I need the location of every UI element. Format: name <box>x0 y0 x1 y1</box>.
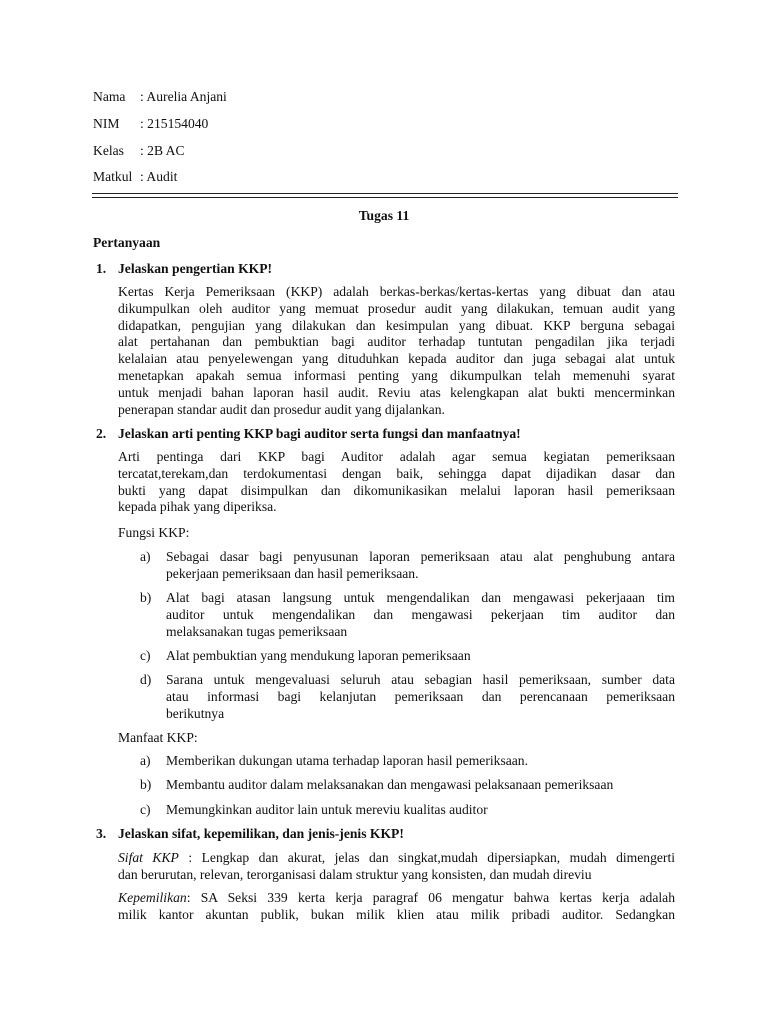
fungsi-a-text <box>166 549 675 582</box>
kepemilikan-label: Kepemilikan <box>118 890 187 905</box>
q3-kepemilikan <box>118 890 675 923</box>
q1-line: penerapan standar audit dan prosedur audit yang dijalankan. <box>118 401 445 417</box>
fungsi-b-text <box>166 590 675 640</box>
q2-answer <box>118 449 675 516</box>
fungsi-d-mark: d) <box>140 672 152 687</box>
fungsi-c-text <box>166 648 675 664</box>
divider-thick <box>92 193 678 194</box>
header-matkul <box>93 169 177 185</box>
q1-number: 1. <box>96 261 107 276</box>
sifat-text: : Lengkap dan akurat, jelas dan singkat,mudah dipersiapkan, mudah dimengerti <box>178 850 675 865</box>
nama-value: : Aurelia Anjani <box>140 89 227 104</box>
kepemilikan-line-2: milik kantor akuntan publik, bukan milik klien atau milik pribadi auditor. Sedangkan <box>118 906 675 922</box>
fungsi-b-mark: b) <box>140 590 152 605</box>
q1-line: kelalaian atau penyelewengan yang dituduhkan kepada auditor dan juga sebagai alat untuk <box>118 351 675 367</box>
q2-line: bukti yang dapat disimpulkan dan dikomunikasikan melalui laporan hasil pemeriksaan <box>118 482 675 498</box>
fungsi-b-line: melaksanakan tugas pemeriksaan <box>166 623 348 639</box>
q1-line: alat pertahanan dan pembuktian bagi auditor terhadap tuntutan pengadilan jika terjadi <box>118 334 675 350</box>
q1-line: dikumpulkan oleh auditor yang memuat prosedur audit yang dilakukan, temuan audit yang <box>118 300 675 316</box>
matkul-label: Matkul <box>93 169 133 184</box>
sifat-line-2: dan berurutan, relevan, terorganisasi dalam struktur yang konsisten, dan mudah direviu <box>118 866 592 882</box>
kelas-value: : 2B AC <box>140 143 185 158</box>
fungsi-c-mark: c) <box>140 648 151 663</box>
fungsi-d-line: berikutnya <box>166 705 225 721</box>
fungsi-c-line: Alat pembuktian yang mendukung laporan pemeriksaan <box>166 648 471 663</box>
sifat-line-1 <box>118 850 675 866</box>
kepemilikan-text: : SA Seksi 339 kerta kerja paragraf 06 mengatur bahwa kertas kerja adalah <box>186 890 675 905</box>
manfaat-c-text: Memungkinkan auditor lain untuk mereviu kualitas auditor <box>166 802 488 817</box>
manfaat-label: Manfaat KKP: <box>118 730 198 745</box>
q3-sifat <box>118 850 675 883</box>
manfaat-c-mark: c) <box>140 802 151 817</box>
manfaat-b-mark: b) <box>140 777 152 792</box>
q2-question: Jelaskan arti penting KKP bagi auditor serta fungsi dan manfaatnya! <box>118 426 521 441</box>
fungsi-a-mark: a) <box>140 549 151 564</box>
q1-answer <box>118 284 675 418</box>
fungsi-d-line: Sarana untuk mengevaluasi seluruh atau sebagian hasil pemeriksaan, sumber data <box>166 672 675 687</box>
fungsi-d-line: atau informasi bagi kelanjutan pemeriksaan dan perencanaan pemeriksaan <box>166 688 675 704</box>
q2-number: 2. <box>96 426 107 441</box>
q1-question: Jelaskan pengertian KKP! <box>118 261 273 276</box>
manfaat-a-text: Memberikan dukungan utama terhadap laporan hasil pemeriksaan. <box>166 753 528 768</box>
manfaat-a-mark: a) <box>140 753 151 768</box>
nama-label: Nama <box>93 89 126 104</box>
sifat-label: Sifat KKP <box>118 850 179 865</box>
q2-line: kepada pihak yang diperiksa. <box>118 499 277 515</box>
fungsi-a-line: pekerjaan pemeriksaan dan hasil pemeriksaan. <box>166 565 419 581</box>
q1-line: menetapkan apakah semua informasi penting yang dikumpulkan telah memenuhi syarat <box>118 368 675 384</box>
header-kelas <box>93 143 185 159</box>
q1-line: untuk menjadi bahan laporan hasil audit. Reviu atas kelengkapan alat bukti mencerminkan <box>118 384 675 400</box>
q2-line: Arti pentinga dari KKP bagi Auditor adalah agar semua kegiatan pemeriksaan <box>118 449 675 464</box>
nim-label: NIM <box>93 116 120 131</box>
manfaat-b-text: Membantu auditor dalam melaksanakan dan mengawasi pelaksanaan pemeriksaan <box>166 777 614 792</box>
fungsi-a-line: Sebagai dasar bagi penyusunan laporan pemeriksaan atau alat penghubung antara <box>166 549 675 564</box>
fungsi-b-line: auditor untuk mengendalikan dan mengawasi pekerjaan tim auditor dan <box>166 606 675 622</box>
fungsi-b-line: Alat bagi atasan langsung untuk mengendalikan dan mengawasi pekerjaaan tim <box>166 590 675 605</box>
q1-line: Kertas Kerja Pemeriksaan (KKP) adalah berkas-berkas/kertas-kertas yang dibuat dan atau <box>118 284 675 299</box>
q1-line: didapatkan, pengujian yang dilakukan dan kesimpulan yang dibuat. KKP berguna sebagai <box>118 317 675 333</box>
matkul-value: : Audit <box>140 169 178 184</box>
kelas-label: Kelas <box>93 143 124 158</box>
section-heading: Pertanyaan <box>93 235 161 250</box>
nim-value: : 215154040 <box>140 116 209 131</box>
fungsi-label: Fungsi KKP: <box>118 525 190 540</box>
q2-line: tercatat,terekam,dan terdokumentasi dengan baik, sehingga dapat dijadikan dasar dan <box>118 465 675 481</box>
divider-thin <box>92 197 678 198</box>
q3-question: Jelaskan sifat, kepemilikan, dan jenis-jenis KKP! <box>118 826 404 841</box>
kepemilikan-line-1 <box>118 890 675 906</box>
header-nim <box>93 116 208 132</box>
page-title: Tugas 11 <box>358 208 410 223</box>
fungsi-d-text <box>166 672 675 722</box>
q3-number: 3. <box>96 826 107 841</box>
header-nama <box>93 89 227 105</box>
